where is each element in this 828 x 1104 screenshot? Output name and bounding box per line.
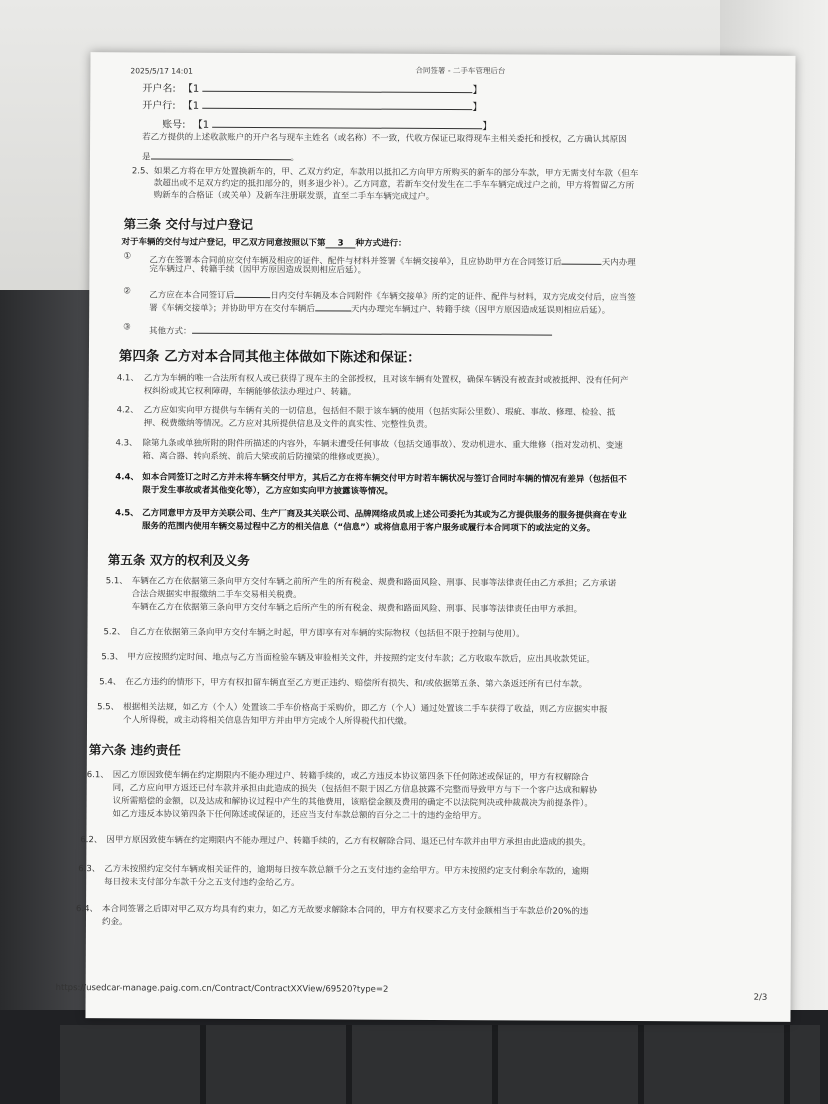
option-1-num: ① [123, 251, 132, 262]
account-name-row: 开户名: 【1 】 [142, 80, 482, 97]
clause-5-1-line: 车辆在乙方在依据第三条向甲方交付车辆之前所产生的所有税金、规费和路面风险、刑事、民事等法律责任由乙方承担；乙方承诺 [131, 576, 617, 589]
account-name-label: 开户名: [142, 83, 176, 95]
section-6-title: 第六条 违约责任 [88, 742, 181, 758]
option-2-num: ② [123, 286, 131, 297]
clause-4-5-num: 4.5、 [115, 508, 139, 519]
clause-6-1-line: 议所需赔偿的金额，以及达成和解协议过程中产生的其他费用，该赔偿金额及费用的确定不以法院判决或仲裁裁决为前提条件）。 [112, 796, 593, 809]
option-1-line: 完车辆过户、转籍手续（因甲方原因造成误则相应后延）。 [149, 264, 367, 276]
clause-4-2-line: 押、税费缴纳等情况。乙方应对其所提供信息及文件的真实性、完整性负责。 [143, 418, 433, 430]
account-bank-label: 开户行: [142, 100, 176, 112]
account-note-reason: 是 。 [142, 148, 299, 163]
option-3-line: 其他方式： [149, 322, 552, 338]
clause-5-5-num: 5.5、 [97, 702, 120, 713]
clause-5-1-line: 车辆在乙方在依据第三条向甲方交付车辆之后所产生的所有税金、规费和路面风险、刑事、民事等法律责任由甲方承担。 [131, 602, 583, 615]
clause-6-1-num: 6.1、 [86, 770, 109, 781]
section-4-title: 第四条 乙方对本合同其他主体做如下陈述和保证： [118, 348, 421, 366]
print-datetime: 2025/5/17 14:01 [130, 66, 193, 76]
section-5-title: 第五条 双方的权利及义务 [107, 552, 250, 569]
clause-5-4-line: 在乙方违约的情形下，甲方有权扣留车辆直至乙方更正违约、赔偿所有损失、和/或依据第五条、第六条返还所有已付车款。 [125, 677, 588, 690]
print-title: 合同签署 - 二手车管理后台 [415, 65, 506, 76]
clause-6-1-line: 如乙方违反本协议第四条下任何陈述或保证的，还应当支付车款总额的百分之二十的违约金给甲方。 [112, 809, 487, 822]
clause-6-2-line: 因甲方原因致使车辆在约定期限内不能办理过户、转籍手续的，乙方有权解除合同、退还已付车款并由甲方承担由此造成的损失。 [106, 835, 591, 848]
clause-2-5-line: 如果乙方将在甲方处置换新车的，甲、乙双方约定，车款用以抵扣乙方向甲方所购买的新车的部分车款，甲方无需支付车款（但车 [153, 166, 639, 180]
clause-4-3-line: 箱、离合器、转向系统、前后大梁或前后防撞梁的维修或更换）。 [142, 451, 385, 463]
clause-6-4-num: 6.4、 [76, 904, 99, 915]
contract-page [55, 52, 795, 1022]
clause-6-3-line: 乙方未按照约定交付车辆或相关证件的，逾期每日按车款总额千分之五支付违约金给甲方。甲方未按照约定支付剩余车款的，逾期 [104, 864, 589, 877]
account-note: 若乙方提供的上述收款账户的开户名与现车主姓名（或名称）不一致，代收方保证已取得现车主相关委托和授权，乙方确认其原因 [142, 132, 627, 145]
clause-5-1-num: 5.1、 [105, 576, 128, 587]
clause-6-3-line: 每日按未支付部分车款千分之五支付违约金给乙方。 [104, 877, 300, 889]
account-number-line [212, 117, 482, 129]
clause-6-2-num: 6.2、 [80, 835, 103, 846]
option-1-line: 乙方在签署本合同前应交付车辆及相应的证件、配件与材料并签署《车辆交接单》，且应协助甲方在合同签订后 天内办理 [149, 255, 636, 269]
clause-4-2-line: 乙方应如实向甲方提供与车辆有关的一切信息，包括但不限于该车辆的使用（包括实际公里数）、瑕疵、事故、修理、检验、抵 [143, 405, 616, 418]
clause-5-3-line: 甲方应按照约定时间、地点与乙方当面检验车辆及审验相关文件，并按照约定支付车款；乙方收取车款后，应出具收款凭证。 [127, 652, 595, 665]
clause-4-4-line: 如本合同签订之时乙方并未将车辆交付甲方，其后乙方在将车辆交付甲方时若车辆状况与签订合同时车辆的情况有差异（包括但不 [142, 472, 627, 485]
clause-4-5-line: 乙方同意甲方及甲方关联公司、生产厂商及其关联公司、品牌网络成员或上述公司委托为其或为乙方提供服务的服务提供商在专业 [142, 508, 627, 521]
background-keyboard [60, 1025, 820, 1104]
section-3-intro: 对于车辆的交付与过户登记，甲乙双方同意按照以下第 3 种方式进行： [121, 237, 407, 249]
clause-5-2-num: 5.2、 [103, 627, 126, 638]
clause-4-3-num: 4.3、 [115, 438, 138, 449]
clause-4-1-line: 乙方为车辆的唯一合法所有权人或已获得了现车主的全部授权，且对该车辆有处置权，确保车辆没有被查封或被抵押、没有任何产 [143, 373, 629, 386]
clause-6-4-line: 本合同签署之后即对甲乙双方均具有约束力，如乙方无故要求解除本合同的，甲方有权要求乙方支付金额相当于车款总价20%的违 [102, 904, 589, 917]
clause-4-4-line: 限于发生事故或者其他变化等），乙方应如实向甲方披露该等情况。 [142, 485, 394, 497]
clause-4-2-num: 4.2、 [116, 405, 139, 416]
clause-4-5-line: 服务的范围内使用车辆交易过程中乙方的相关信息（“信息”）或将信息用于客户服务或履行本合同项下的或法定的义务。 [142, 521, 596, 534]
section-3-title: 第三条 交付与过户登记 [123, 216, 254, 233]
option-2-line: 乙方应在本合同签订后 日内交付车辆及本合同附件《车辆交接单》所约定的证件、配件与材料，双方完成交付后，应当签 [149, 286, 636, 303]
account-bank-value: 1 [192, 100, 200, 112]
clause-5-3-num: 5.3、 [101, 652, 124, 663]
clause-4-3-line: 除第九条或单独所附的附件所描述的内容外，车辆未遭受任何事故（包括交通事故）、发动机进水、重大维修（指对发动机、变速 [142, 438, 623, 451]
clause-6-4-line: 约金。 [101, 917, 128, 928]
clause-5-1-line: 合法合规据实申报缴纳二手车交易相关税费。 [131, 589, 302, 601]
account-bank-row: 开户行: 【1 】 [142, 97, 482, 114]
clause-6-1-line: 因乙方原因致使车辆在约定期限内不能办理过户、转籍手续的，或乙方违反本协议第四条下任何陈述或保证的，甲方有权解除合 [112, 770, 589, 783]
clause-6-1-line: 同，乙方应向甲方返还已付车款并承担由此造成的损失（包括但不限于因乙方信息披露不完整而导致甲方与下一个客户达成和解协 [112, 783, 598, 796]
clause-5-5-line: 根据相关法规，如乙方（个人）处置该二手车价格高于采购价，即乙方（个人）通过处置该二手车获得了收益，则乙方应据实申报 [123, 702, 608, 715]
option-3-num: ③ [123, 322, 131, 333]
reason-line [150, 148, 290, 160]
option-2-line: 署《车辆交接单》；并协助甲方在交付车辆后 天内办理完车辆过户、转籍手续（因甲方原因造成延误则相应后延）。 [149, 299, 610, 315]
clause-4-1-num: 4.1、 [116, 373, 139, 384]
account-number-label: 账号: [162, 119, 186, 131]
page-number: 2/3 [753, 992, 768, 1003]
clause-4-4-num: 4.4、 [115, 472, 139, 483]
clause-6-3-num: 6.3、 [78, 864, 101, 875]
account-number-row: 账号: 【1 】 [162, 117, 492, 134]
account-bank-line [202, 98, 472, 110]
clause-2-5-line: 购新车的合格证（或关单）及新车注册联发票，直至二手车车辆完成过户。 [153, 190, 435, 202]
print-url: https://usedcar-manage.paig.com.cn/Contract/ContractXXView/69520?type=2 [55, 982, 389, 995]
account-name-line [202, 81, 472, 93]
account-number-value: 1 [202, 119, 210, 131]
clause-2-5-line: 款超出或不足双方约定的抵扣部分的，则多退少补）。乙方同意，若新车交付发生在二手车车辆完成过户之前，甲方将暂留乙方所 [153, 178, 635, 192]
account-name-value: 1 [192, 83, 200, 95]
method-number: 3 [337, 238, 344, 249]
clause-4-1-line: 权纠纷或其它权利障碍，车辆能够依法办理过户、转籍。 [143, 386, 357, 398]
clause-5-4-num: 5.4、 [99, 677, 122, 688]
clause-5-5-line: 个人所得税，或主动将相关信息告知甲方并由甲方完成个人所得税代扣代缴。 [123, 715, 413, 727]
clause-5-2-line: 自乙方在依据第三条向甲方交付车辆之时起，甲方即享有对车辆的实际物权（包括但不限于控制与使用）。 [129, 627, 525, 640]
clause-2-5-num: 2.5、 [131, 166, 154, 177]
